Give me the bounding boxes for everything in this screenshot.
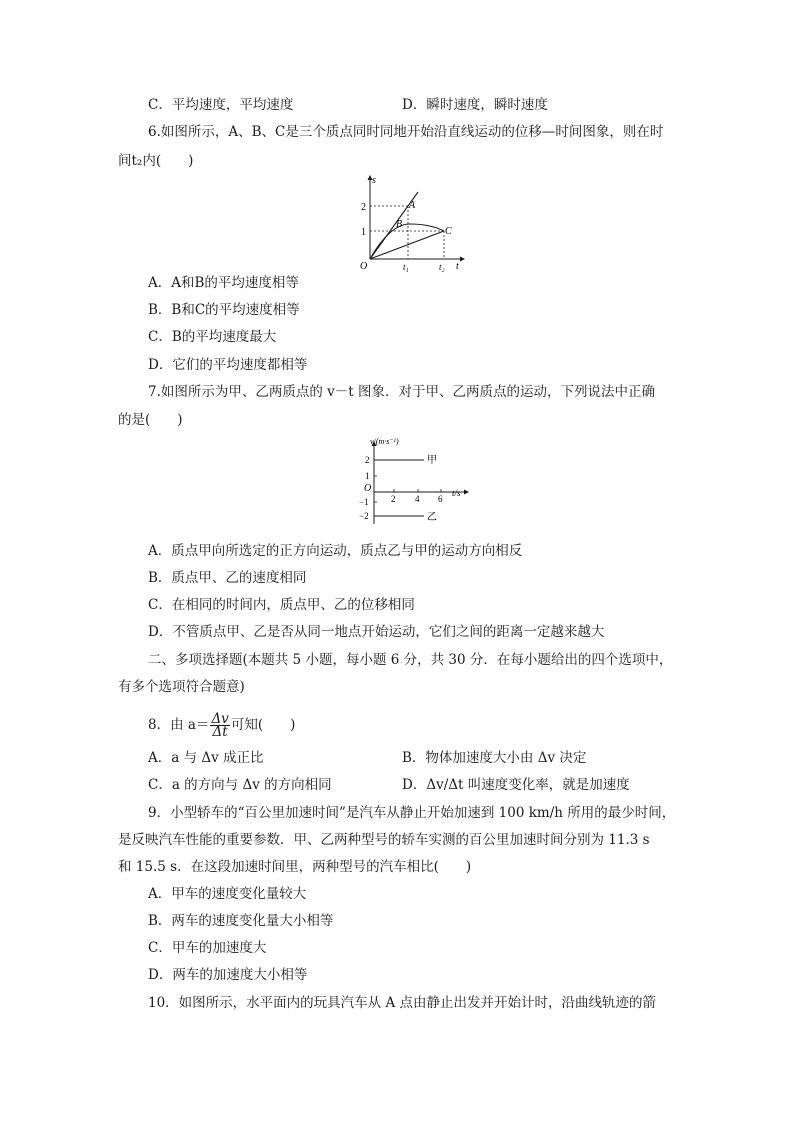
q7-xtick-2: 2 <box>391 494 396 504</box>
q6-stem-line-2: 间t₂内( ) <box>118 153 194 169</box>
q7-option-a: A．质点甲向所选定的正方向运动，质点乙与甲的运动方向相反 <box>148 543 523 559</box>
q8-fraction <box>210 713 229 738</box>
q6-option-b: B．B和C的平均速度相等 <box>148 302 300 318</box>
q7-stem-line-1: 7.如图所示为甲、乙两质点的 v－t 图象．对于甲、乙两质点的运动，下列说法中正确 <box>148 384 656 400</box>
section-2-heading-line-2: 有多个选项符合题意) <box>118 679 245 695</box>
q7-y-label: v/(m·s⁻¹) <box>370 437 399 446</box>
q6-xtick-t1: t₁ <box>403 262 409 272</box>
q6-ytick-1: 1 <box>361 227 366 238</box>
q6-option-c: C．B的平均速度最大 <box>148 329 277 345</box>
q6-stem-line-1: 6.如图所示，A、B、C是三个质点同时同地开始沿直线运动的位移—时间图象，则在时 <box>148 124 664 140</box>
q7-ytick-2: 2 <box>365 455 370 465</box>
q9-stem-line-3: 和 15.5 s．在这段加速时间里，两种型号的汽车相比( ) <box>118 859 472 875</box>
q9-stem-line-1: 9．小型轿车的“百公里加速时间”是汽车从静止开始加速到 100 km/h 所用的最少时间， <box>148 805 676 821</box>
q7-ytick-1: 1 <box>365 471 370 481</box>
q9-option-a: A．甲车的速度变化量较大 <box>148 886 307 902</box>
q6-label-a: A <box>409 200 416 211</box>
q8-option-d: D．Δv/Δt 叫速度变化率，就是加速度 <box>402 777 630 793</box>
q7-ytick-neg2: −2 <box>359 511 369 521</box>
q10-stem-line-1: 10．如图所示，水平面内的玩具汽车从 A 点由静止出发并开始计时，沿曲线轨迹的箭 <box>148 995 657 1011</box>
q7-xtick-6: 6 <box>438 494 443 504</box>
q9-option-c: C．甲车的加速度大 <box>148 940 267 956</box>
q5-option-c: C．平均速度，平均速度 <box>148 97 294 113</box>
q6-ytick-2: 2 <box>361 202 366 213</box>
q6-x-axis-arrow <box>460 257 465 262</box>
q9-option-d: D．两车的加速度大小相等 <box>148 967 308 983</box>
q6-xtick-t2: t₂ <box>439 262 445 272</box>
q8-stem-suffix: 可知( ) <box>230 717 296 733</box>
q7-x-label: t/s <box>452 488 461 498</box>
q6-x-label: t <box>456 261 459 272</box>
q7-series-yi-label: 乙 <box>427 512 437 523</box>
q7-stem-line-2: 的是( ) <box>118 412 183 428</box>
q8-option-b: B．物体加速度大小由 Δv 决定 <box>402 750 587 766</box>
q6-label-c: C <box>445 226 452 237</box>
q8-fraction-numerator: Δv <box>211 711 229 727</box>
q7-option-b: B．质点甲、乙的速度相同 <box>148 570 307 586</box>
q8-option-a: A．a 与 Δv 成正比 <box>148 750 264 766</box>
q8-stem-prefix: 8．由 a＝ <box>148 717 210 733</box>
q6-y-label: s <box>372 175 376 186</box>
q7-xtick-4: 4 <box>415 494 420 504</box>
q7-x-axis-arrow <box>464 490 469 495</box>
q7-ytick-neg1: −1 <box>359 497 369 507</box>
q8-stem <box>148 712 295 738</box>
q6-curve-c <box>370 224 444 259</box>
q6-line-b <box>370 231 444 259</box>
q7-option-d: D．不管质点甲、乙是否从同一地点开始运动，它们之间的距离一定越来越大 <box>148 624 605 640</box>
q6-displacement-time-graph <box>356 172 466 276</box>
section-2-heading-line-1: 二、多项选择题(本题共 5 小题，每小题 6 分，共 30 分．在每小题给出的四个选项中， <box>148 652 673 668</box>
q8-fraction-denominator: Δt <box>212 724 228 740</box>
q7-option-c: C．在相同的时间内，质点甲、乙的位移相同 <box>148 597 415 613</box>
q9-option-b: B．两车的速度变化量大小相等 <box>148 913 334 929</box>
q6-label-b: B <box>396 219 403 230</box>
q7-series-jia-label: 甲 <box>427 455 437 466</box>
q6-origin-label: O <box>360 261 368 272</box>
q5-option-d: D．瞬时速度，瞬时速度 <box>402 97 548 113</box>
q8-option-c: C．a 的方向与 Δv 的方向相同 <box>148 777 332 793</box>
q6-option-d: D．它们的平均速度都相等 <box>148 357 308 373</box>
q7-origin-label: O <box>364 483 372 494</box>
q9-stem-line-2: 是反映汽车性能的重要参数．甲、乙两种型号的轿车实测的百公里加速时间分别为 11.3 s <box>118 832 650 848</box>
q7-velocity-time-graph <box>352 434 482 534</box>
q6-option-a: A．A和B的平均速度相等 <box>148 275 299 291</box>
